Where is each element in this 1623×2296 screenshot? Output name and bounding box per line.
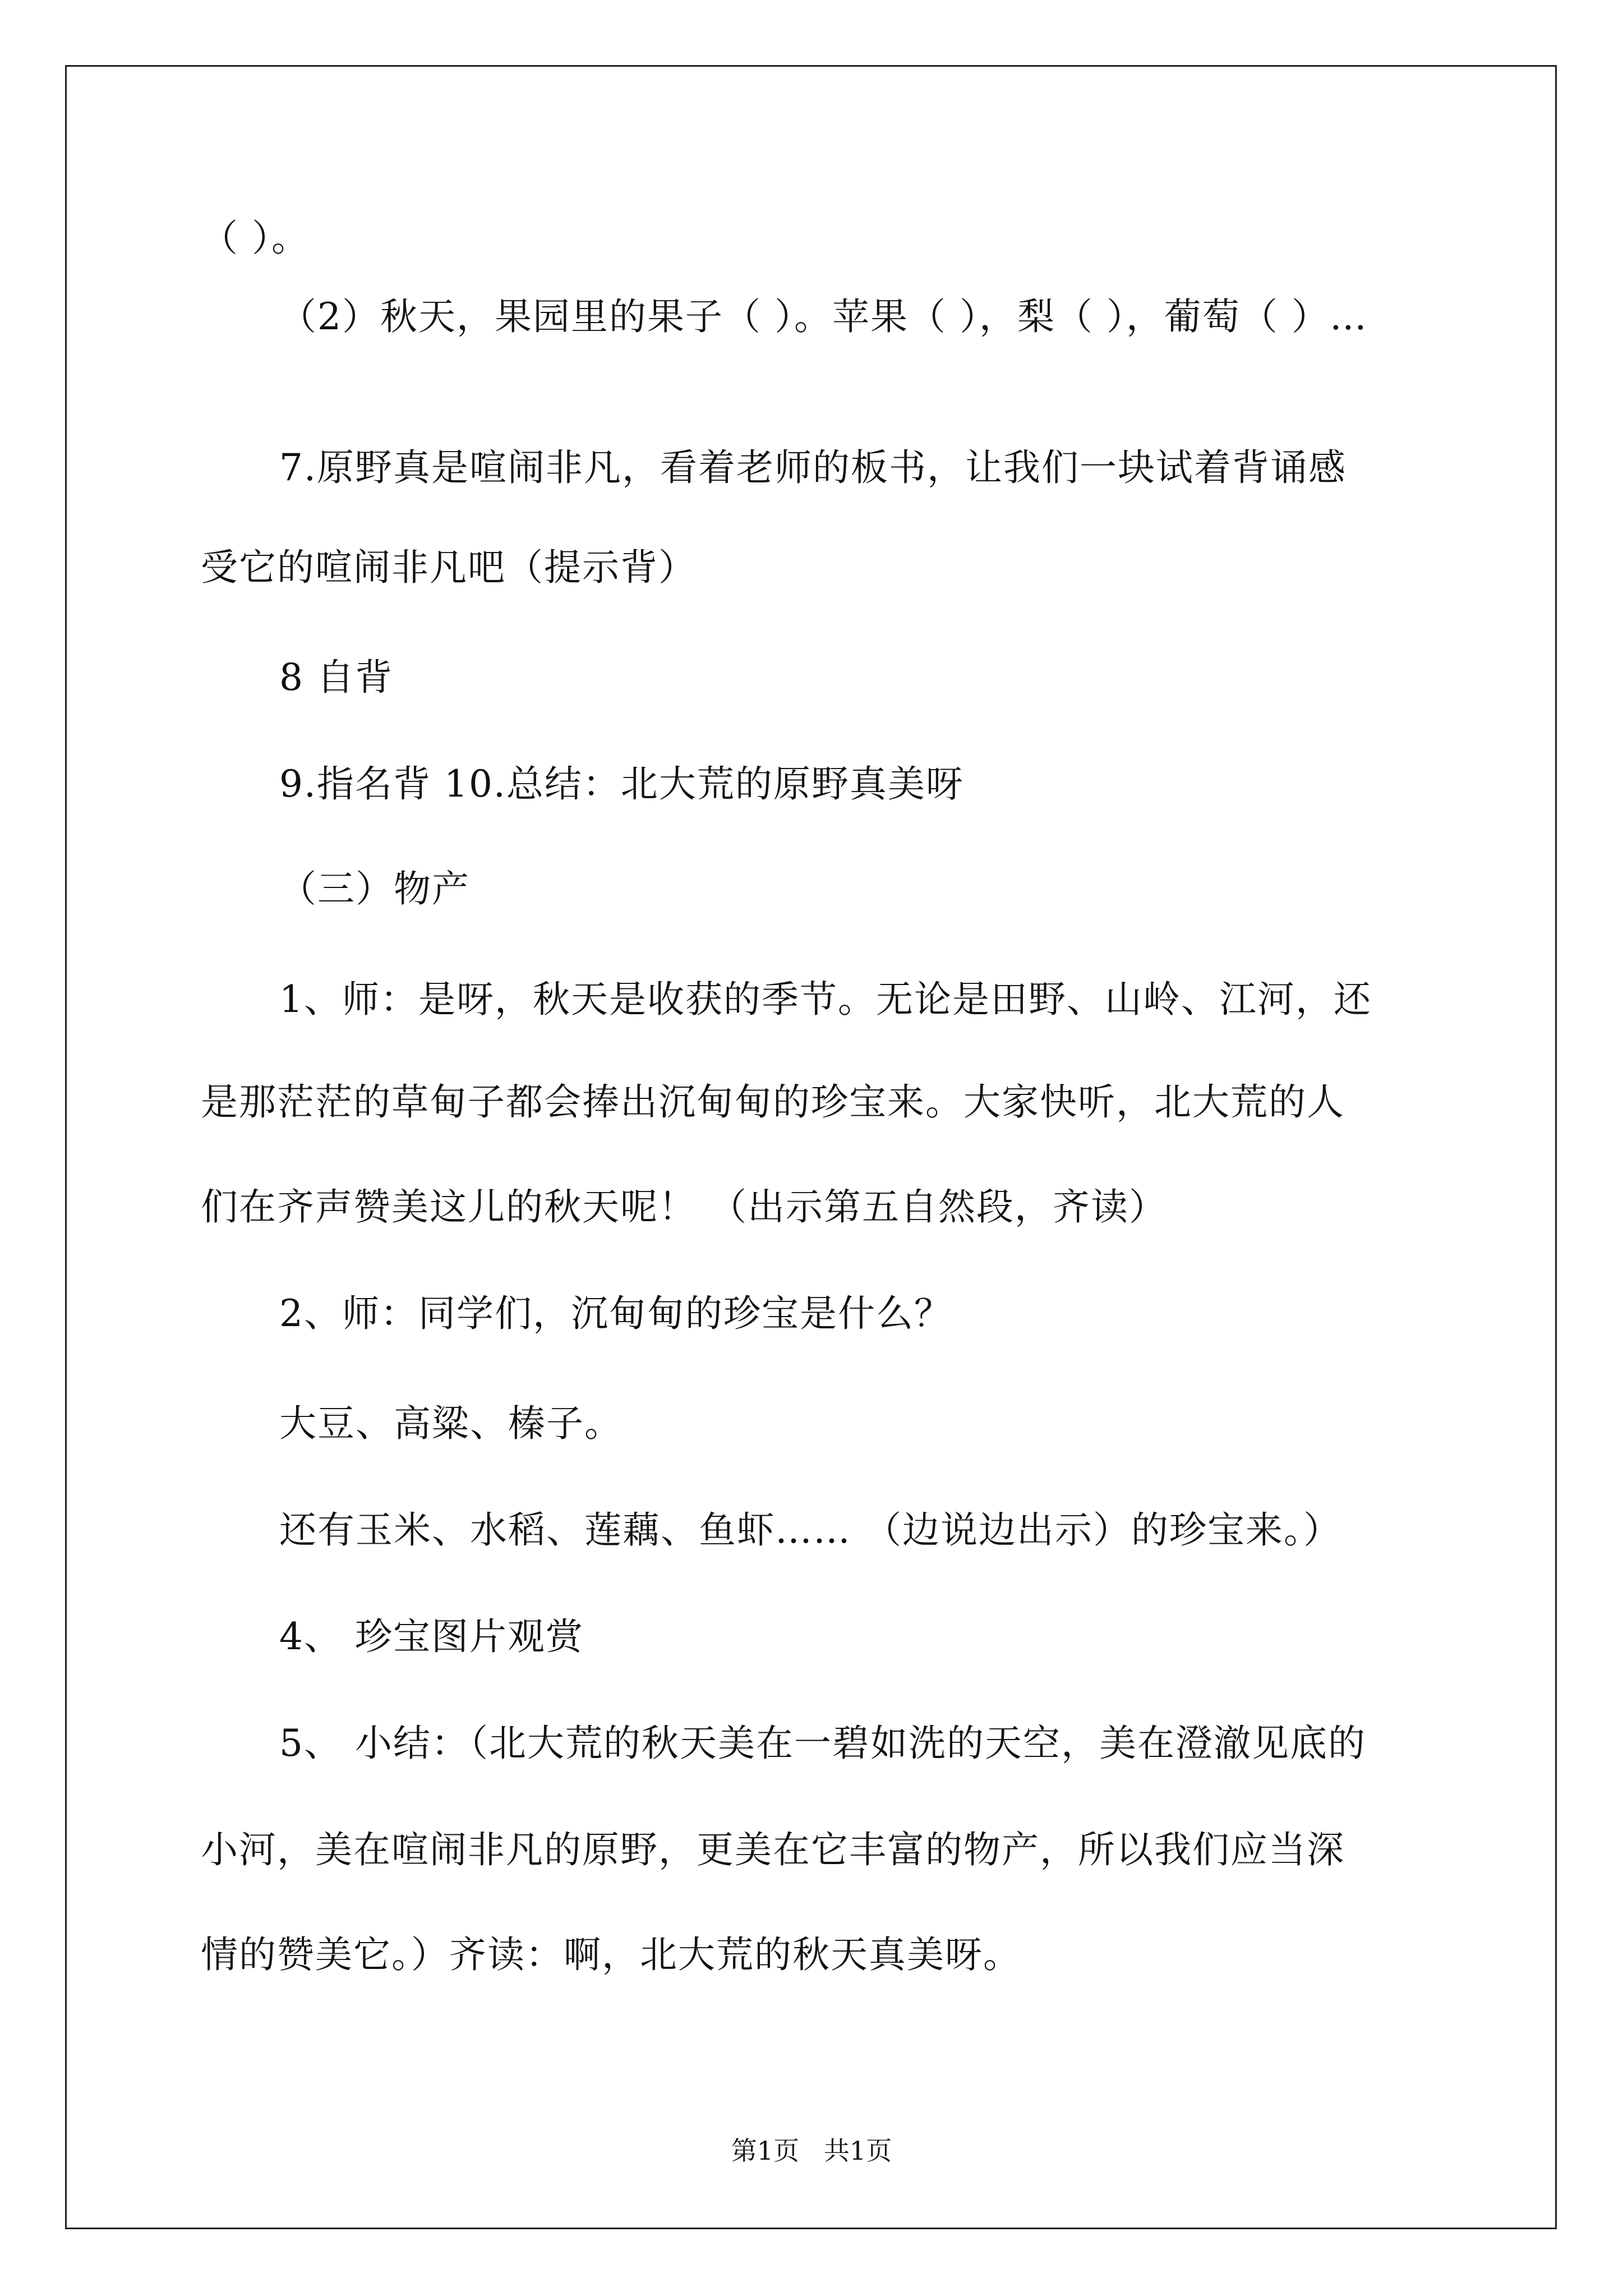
page-number-footer: 第1页 共1页 <box>731 2136 892 2166</box>
text-line-6: 9.指名背 10.总结：北大荒的原野真美呀 <box>279 762 964 806</box>
text-line-15: 5、 小结：（北大荒的秋天美在一碧如洗的天空，美在澄澈见底的 <box>279 1722 1366 1765</box>
text-line-4: 受它的喧闹非凡吧（提示背） <box>201 546 697 589</box>
text-line-1: （ ）。 <box>201 217 310 260</box>
text-line-13: 还有玉米、水稻、莲藕、鱼虾…… （边说边出示）的珍宝来。） <box>279 1508 1341 1552</box>
text-line-8: 1、师：是呀，秋天是收获的季节。无论是田野、山岭、江河，还 <box>279 978 1372 1021</box>
page-border <box>65 65 1557 2229</box>
text-line-9: 是那茫茫的草甸子都会捧出沉甸甸的珍宝来。大家快听，北大荒的人 <box>201 1080 1345 1124</box>
text-line-5: 8 自背 <box>279 656 393 699</box>
text-line-16: 小河，美在喧闹非凡的原野，更美在它丰富的物产，所以我们应当深 <box>201 1828 1345 1871</box>
text-line-7: （三）物产 <box>279 867 470 910</box>
text-line-12: 大豆、高粱、榛子。 <box>279 1402 623 1445</box>
text-line-17: 情的赞美它。）齐读：啊，北大荒的秋天真美呀。 <box>201 1933 1021 1976</box>
text-line-2: （2）秋天，果园里的果子（ ）。苹果（ ），梨（ ），葡萄（ ）… <box>279 295 1368 338</box>
text-line-11: 2、师：同学们，沉甸甸的珍宝是什么？ <box>279 1292 952 1335</box>
text-line-3: 7.原野真是喧闹非凡，看着老师的板书，让我们一块试着背诵感 <box>279 446 1347 489</box>
text-line-14: 4、 珍宝图片观赏 <box>279 1615 584 1658</box>
text-line-10: 们在齐声赞美这儿的秋天呢！ （出示第五自然段，齐读） <box>201 1185 1167 1228</box>
